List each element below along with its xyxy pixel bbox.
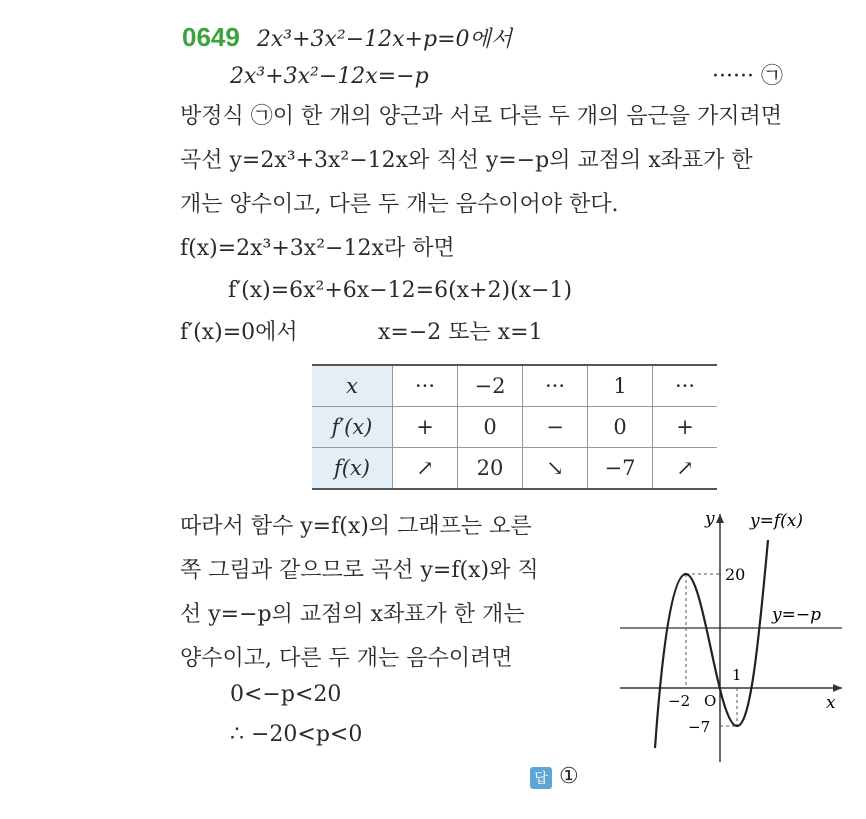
table-cell: − — [523, 407, 588, 448]
table-row — [312, 407, 717, 448]
max-value-label: 20 — [725, 565, 746, 584]
table-cell: ··· — [523, 365, 588, 407]
table-row — [312, 448, 717, 490]
sign-table — [312, 364, 717, 490]
table-cell: + — [653, 407, 718, 448]
answer-label: 답 — [530, 767, 552, 789]
x1-label: 1 — [732, 666, 742, 684]
conclusion-line-3: 선 y=−p의 교점의 x좌표가 한 개는 — [180, 602, 525, 627]
table-cell: ↗ — [393, 448, 458, 490]
origin-label: O — [704, 692, 717, 710]
table-cell: 1 — [588, 365, 653, 407]
conclusion-line-4: 양수이고, 다른 두 개는 음수이려면 — [180, 646, 513, 671]
derivative-line: f′(x)=6x²+6x−12=6(x+2)(x−1) — [228, 278, 573, 303]
table-cell: −2 — [458, 365, 523, 407]
x-axis-arrow — [833, 684, 842, 692]
table-header-cell: x — [312, 365, 393, 407]
conclusion-line-2: 쪽 그림과 같으므로 곡선 y=f(x)와 직 — [180, 558, 539, 583]
answer-value: ① — [559, 764, 579, 789]
x-neg2-label: −2 — [668, 692, 691, 710]
table-cell: ↘ — [523, 448, 588, 490]
derivative-zero: f′(x)=0에서 — [180, 320, 298, 345]
cubic-curve — [655, 540, 768, 748]
table-cell: 0 — [458, 407, 523, 448]
table-cell: 0 — [588, 407, 653, 448]
inequality-2: ∴ −20<p<0 — [230, 722, 363, 747]
table-cell: ··· — [653, 365, 718, 407]
y-axis-arrow — [716, 514, 724, 523]
function-graph — [600, 500, 860, 770]
table-cell: ↗ — [653, 448, 718, 490]
table-cell: −7 — [588, 448, 653, 490]
problem-header — [182, 22, 512, 55]
curve-label: y=f(x) — [750, 511, 803, 531]
inequality-1: 0<−p<20 — [230, 682, 342, 707]
text-line-3: 방정식 ㉠이 한 개의 양근과 서로 다른 두 개의 음근을 가지려면 — [180, 104, 782, 129]
critical-points: x=−2 또는 x=1 — [378, 320, 543, 345]
conclusion-line-1: 따라서 함수 y=f(x)의 그래프는 오른 — [180, 514, 532, 539]
line-label: y=−p — [772, 605, 821, 625]
equation-tag: ······ ㉠ — [712, 64, 783, 89]
answer — [530, 762, 579, 792]
table-cell: 20 — [458, 448, 523, 490]
table-row — [312, 365, 717, 407]
table-cell: ··· — [393, 365, 458, 407]
table-header-cell: f(x) — [312, 448, 393, 490]
table-cell: + — [393, 407, 458, 448]
equation-2: 2x³+3x²−12x=−p — [230, 64, 429, 89]
min-value-label: −7 — [688, 718, 711, 736]
text-line-4: 곡선 y=2x³+3x²−12x와 직선 y=−p의 교점의 x좌표가 한 — [180, 148, 753, 173]
table-header-cell: f′(x) — [312, 407, 393, 448]
text-line-6: f(x)=2x³+3x²−12x라 하면 — [180, 236, 455, 261]
y-axis-label: y — [705, 509, 715, 529]
text-line-5: 개는 양수이고, 다른 두 개는 음수이어야 한다. — [180, 192, 619, 217]
problem-number: 0649 — [182, 22, 240, 52]
equation-1: 2x³+3x²−12x+p=0에서 — [256, 27, 513, 52]
x-axis-label: x — [826, 693, 836, 713]
